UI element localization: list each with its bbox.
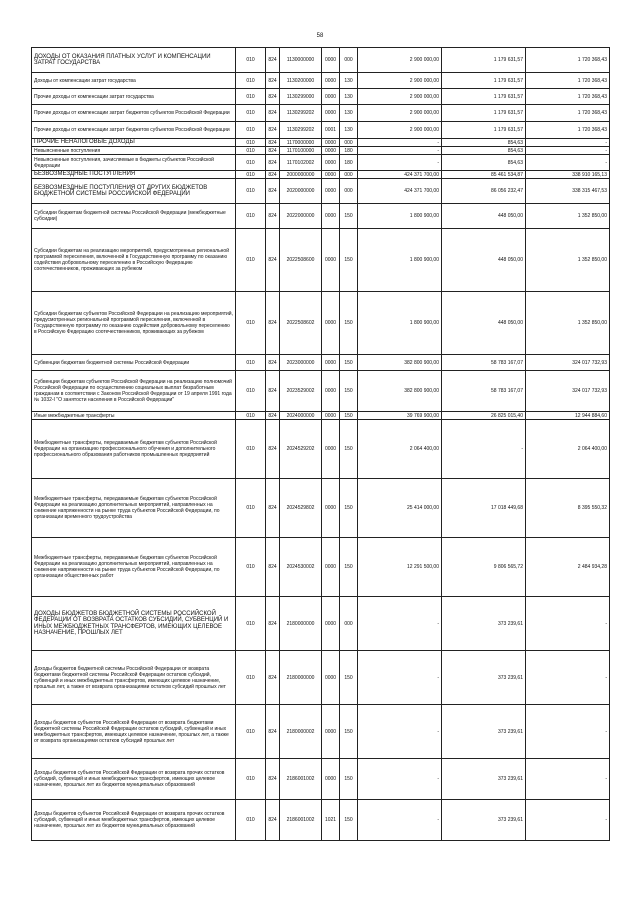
table-cell-code3: 2024529202 bbox=[280, 420, 322, 479]
table-cell-executed: 373 239,61 bbox=[442, 597, 526, 651]
table-cell-code5: 130 bbox=[340, 89, 358, 105]
table-cell-code1: 010 bbox=[236, 147, 266, 155]
table-row bbox=[32, 412, 610, 420]
table-cell-unexecuted: 1 720 368,43 bbox=[526, 105, 610, 122]
table-cell-code3: 2023529002 bbox=[280, 371, 322, 412]
table-cell-code2: 824 bbox=[266, 89, 280, 105]
table-cell-name: Прочие доходы от компенсации затрат бюджетов субъектов Российской Федерации bbox=[32, 105, 236, 122]
table-cell-code2: 824 bbox=[266, 651, 280, 705]
table-cell-unexecuted: - bbox=[526, 155, 610, 171]
table-cell-approved: 424 371 700,00 bbox=[358, 171, 442, 179]
table-cell-code2: 824 bbox=[266, 122, 280, 139]
table-cell-code3: 2022508600 bbox=[280, 229, 322, 292]
table-row bbox=[32, 229, 610, 292]
table-cell-approved: 39 769 900,00 bbox=[358, 412, 442, 420]
table-cell-code4: 0000 bbox=[322, 73, 340, 89]
table-cell-name: Доходы от компенсации затрат государства bbox=[32, 73, 236, 89]
table-cell-executed: 448 050,00 bbox=[442, 292, 526, 355]
table-cell-unexecuted: - bbox=[526, 759, 610, 800]
table-cell-code2: 824 bbox=[266, 139, 280, 147]
table-cell-code1: 010 bbox=[236, 800, 266, 841]
table-cell-code4: 0000 bbox=[322, 171, 340, 179]
table-cell-approved: - bbox=[358, 147, 442, 155]
table-cell-executed: 448 050,00 bbox=[442, 204, 526, 229]
table-cell-approved: 2 900 000,00 bbox=[358, 48, 442, 73]
table-row bbox=[32, 355, 610, 371]
table-row bbox=[32, 122, 610, 139]
table-cell-unexecuted: - bbox=[526, 705, 610, 759]
table-cell-executed: 86 056 232,47 bbox=[442, 179, 526, 204]
table-cell-name: Невыясненные поступления bbox=[32, 147, 236, 155]
page-number: 58 bbox=[316, 33, 324, 39]
table-cell-unexecuted: 1 352 850,00 bbox=[526, 292, 610, 355]
table-cell-code1: 010 bbox=[236, 538, 266, 597]
table-cell-code4: 0001 bbox=[322, 122, 340, 139]
table-cell-code2: 824 bbox=[266, 597, 280, 651]
table-cell-name: Межбюджетные трансферты, передаваемые бюджетам субъектов Российской Федерации на организацию профессионального обучения и дополнительного профессионального образования работников промышленных предприятий bbox=[32, 420, 236, 479]
table-cell-code3: 2024000000 bbox=[280, 412, 322, 420]
table-cell-code5: 150 bbox=[340, 371, 358, 412]
table-cell-code1: 010 bbox=[236, 371, 266, 412]
table-cell-code2: 824 bbox=[266, 371, 280, 412]
table-cell-code3: 2000000000 bbox=[280, 171, 322, 179]
table-cell-code5: 150 bbox=[340, 705, 358, 759]
table-cell-code2: 824 bbox=[266, 105, 280, 122]
table-cell-code5: 150 bbox=[340, 355, 358, 371]
table-cell-executed: 85 461 534,87 bbox=[442, 171, 526, 179]
table-cell-code1: 010 bbox=[236, 122, 266, 139]
table-cell-unexecuted: 1 352 850,00 bbox=[526, 229, 610, 292]
table-cell-code5: 150 bbox=[340, 479, 358, 538]
table-cell-unexecuted: - bbox=[526, 800, 610, 841]
table-cell-executed: 1 179 631,57 bbox=[442, 48, 526, 73]
table-row bbox=[32, 139, 610, 147]
table-row bbox=[32, 538, 610, 597]
table-cell-code5: 150 bbox=[340, 229, 358, 292]
table-cell-code2: 824 bbox=[266, 147, 280, 155]
table-cell-code1: 010 bbox=[236, 705, 266, 759]
table-cell-code5: 150 bbox=[340, 420, 358, 479]
table-cell-code2: 824 bbox=[266, 204, 280, 229]
table-row bbox=[32, 420, 610, 479]
table-cell-code4: 0000 bbox=[322, 705, 340, 759]
table-cell-approved: - bbox=[358, 800, 442, 841]
table-row bbox=[32, 800, 610, 841]
table-cell-approved: - bbox=[358, 759, 442, 800]
table-cell-name: Субвенции бюджетам субъектов Российской Федерации на реализацию полномочий Российской Федерации по осуществлению социальных выплат безработным гражданам в соответствии с Законом Российской Федерации от 19 апреля 1991 года № 1032-I "О занятости населения в Российской Федерации" bbox=[32, 371, 236, 412]
table-cell-code5: 000 bbox=[340, 597, 358, 651]
table-row bbox=[32, 89, 610, 105]
table-cell-code3: 2186001002 bbox=[280, 759, 322, 800]
table-row bbox=[32, 371, 610, 412]
table-cell-name: Межбюджетные трансферты, передаваемые бюджетам субъектов Российской Федерации на реализацию дополнительных мероприятий, направленных на снижение напряженности на рынке труда субъектов Российской Федерации, по организации временного трудоустройства bbox=[32, 479, 236, 538]
table-cell-name: ДОХОДЫ БЮДЖЕТОВ БЮДЖЕТНОЙ СИСТЕМЫ РОССИЙСКОЙ ФЕДЕРАЦИИ ОТ ВОЗВРАТА ОСТАТКОВ СУБСИДИЙ, СУБВЕНЦИЙ И ИНЫХ МЕЖБЮДЖЕТНЫХ ТРАНСФЕРТОВ, ИМЕЮЩИХ ЦЕЛЕВОЕ НАЗНАЧЕНИЕ, ПРОШЛЫХ ЛЕТ bbox=[32, 597, 236, 651]
table-cell-code4: 0000 bbox=[322, 155, 340, 171]
table-cell-approved: - bbox=[358, 139, 442, 147]
table-cell-name: Доходы бюджетов субъектов Российской Федерации от возврата прочих остатков субсидий, субвенций и иных межбюджетных трансфертов, имеющих целевое назначение, прошлых лет из бюджетов муниципальных образований bbox=[32, 800, 236, 841]
table-cell-code5: 000 bbox=[340, 179, 358, 204]
table-cell-executed: 373 239,61 bbox=[442, 759, 526, 800]
table-cell-code4: 0000 bbox=[322, 292, 340, 355]
table-cell-executed: 854,63 bbox=[442, 155, 526, 171]
table-cell-approved: 2 900 000,00 bbox=[358, 89, 442, 105]
table-cell-code5: 180 bbox=[340, 147, 358, 155]
table-cell-executed: 373 239,61 bbox=[442, 651, 526, 705]
table-cell-approved: - bbox=[358, 651, 442, 705]
table-cell-code5: 150 bbox=[340, 292, 358, 355]
table-cell-approved: 25 414 000,00 bbox=[358, 479, 442, 538]
table-cell-code4: 0000 bbox=[322, 597, 340, 651]
table-cell-name: Иные межбюджетные трансферты bbox=[32, 412, 236, 420]
table-cell-approved: - bbox=[358, 155, 442, 171]
table-cell-approved: 1 800 900,00 bbox=[358, 292, 442, 355]
table-row bbox=[32, 759, 610, 800]
table-cell-code3: 2020000000 bbox=[280, 179, 322, 204]
table-cell-code3: 1170100000 bbox=[280, 147, 322, 155]
table-cell-approved: 382 800 900,00 bbox=[358, 355, 442, 371]
table-cell-code1: 010 bbox=[236, 171, 266, 179]
table-cell-code2: 824 bbox=[266, 292, 280, 355]
table-cell-code4: 0000 bbox=[322, 420, 340, 479]
table-row bbox=[32, 705, 610, 759]
table-cell-code1: 010 bbox=[236, 139, 266, 147]
table-cell-executed: 448 050,00 bbox=[442, 229, 526, 292]
table-cell-code5: 150 bbox=[340, 538, 358, 597]
table-cell-unexecuted: - bbox=[526, 139, 610, 147]
table-cell-unexecuted: 1 720 368,43 bbox=[526, 48, 610, 73]
table-cell-code2: 824 bbox=[266, 412, 280, 420]
table-row bbox=[32, 171, 610, 179]
table-cell-code4: 0000 bbox=[322, 538, 340, 597]
table-cell-code4: 0000 bbox=[322, 479, 340, 538]
table-cell-code4: 0000 bbox=[322, 651, 340, 705]
table-cell-executed: 1 179 631,57 bbox=[442, 89, 526, 105]
table-cell-name: Межбюджетные трансферты, передаваемые бюджетам субъектов Российской Федерации на реализацию дополнительных мероприятий, направленных на снижение напряженности на рынке труда субъектов Российской Федерации, по организации общественных работ bbox=[32, 538, 236, 597]
table-cell-unexecuted: 8 395 550,32 bbox=[526, 479, 610, 538]
table-row bbox=[32, 597, 610, 651]
table-cell-name: Прочие доходы от компенсации затрат бюджетов субъектов Российской Федерации bbox=[32, 122, 236, 139]
table-cell-code5: 130 bbox=[340, 105, 358, 122]
table-cell-code5: 000 bbox=[340, 171, 358, 179]
table-cell-code5: 150 bbox=[340, 651, 358, 705]
table-cell-code4: 0000 bbox=[322, 204, 340, 229]
table-row bbox=[32, 155, 610, 171]
table-cell-code3: 1130000000 bbox=[280, 48, 322, 73]
table-cell-approved: 2 064 400,00 bbox=[358, 420, 442, 479]
table-cell-code1: 010 bbox=[236, 89, 266, 105]
table-row bbox=[32, 292, 610, 355]
table-cell-code4: 0000 bbox=[322, 139, 340, 147]
table-cell-code1: 010 bbox=[236, 229, 266, 292]
table-cell-code5: 130 bbox=[340, 122, 358, 139]
table-cell-approved: - bbox=[358, 705, 442, 759]
table-cell-unexecuted: 2 064 400,00 bbox=[526, 420, 610, 479]
table-cell-executed: - bbox=[442, 420, 526, 479]
table-cell-name: Доходы бюджетов субъектов Российской Федерации от возврата прочих остатков субсидий, субвенций и иных межбюджетных трансфертов, имеющих целевое назначение, прошлых лет из бюджетов муниципальных образований bbox=[32, 759, 236, 800]
table-cell-code2: 824 bbox=[266, 705, 280, 759]
table-cell-executed: 17 018 449,68 bbox=[442, 479, 526, 538]
table-cell-code1: 010 bbox=[236, 651, 266, 705]
table-cell-executed: 58 783 167,07 bbox=[442, 355, 526, 371]
table-cell-code3: 1130299000 bbox=[280, 89, 322, 105]
table-row bbox=[32, 479, 610, 538]
table-cell-unexecuted: - bbox=[526, 651, 610, 705]
table-cell-executed: 373 239,61 bbox=[442, 705, 526, 759]
table-cell-code3: 1130200000 bbox=[280, 73, 322, 89]
table-cell-code4: 0000 bbox=[322, 759, 340, 800]
table-cell-unexecuted: 12 944 884,60 bbox=[526, 412, 610, 420]
table-cell-code4: 0000 bbox=[322, 48, 340, 73]
table-cell-code2: 824 bbox=[266, 538, 280, 597]
table-cell-code3: 1130299202 bbox=[280, 105, 322, 122]
table-cell-name: БЕЗВОЗМЕЗДНЫЕ ПОСТУПЛЕНИЯ bbox=[32, 171, 236, 179]
table-cell-code5: 150 bbox=[340, 800, 358, 841]
table-cell-code2: 824 bbox=[266, 155, 280, 171]
table-cell-code1: 010 bbox=[236, 759, 266, 800]
table-cell-executed: 9 806 565,72 bbox=[442, 538, 526, 597]
table-cell-code4: 0000 bbox=[322, 89, 340, 105]
table-cell-approved: - bbox=[358, 597, 442, 651]
table-cell-unexecuted: - bbox=[526, 597, 610, 651]
table-cell-code1: 010 bbox=[236, 420, 266, 479]
table-cell-code4: 0000 bbox=[322, 147, 340, 155]
table-cell-code1: 010 bbox=[236, 105, 266, 122]
table-cell-code3: 2186001002 bbox=[280, 800, 322, 841]
table-cell-code3: 2180000000 bbox=[280, 651, 322, 705]
table-cell-unexecuted: 324 017 732,93 bbox=[526, 371, 610, 412]
table-cell-executed: 854,63 bbox=[442, 147, 526, 155]
table-cell-executed: 854,63 bbox=[442, 139, 526, 147]
table-row bbox=[32, 651, 610, 705]
table-cell-approved: 2 900 000,00 bbox=[358, 105, 442, 122]
table-cell-executed: 373 239,61 bbox=[442, 800, 526, 841]
table-cell-executed: 1 179 631,57 bbox=[442, 105, 526, 122]
table-cell-unexecuted: 338 910 165,13 bbox=[526, 171, 610, 179]
table-cell-code4: 0000 bbox=[322, 355, 340, 371]
table-cell-code3: 2022508602 bbox=[280, 292, 322, 355]
table-cell-code3: 1130299202 bbox=[280, 122, 322, 139]
table-cell-name: Субсидии бюджетам бюджетной системы Российской Федерации (межбюджетные субсидии) bbox=[32, 204, 236, 229]
table-cell-unexecuted: 1 720 368,43 bbox=[526, 122, 610, 139]
table-row bbox=[32, 48, 610, 73]
table-cell-name: Невыясненные поступления, зачисляемые в бюджеты субъектов Российской Федерации bbox=[32, 155, 236, 171]
table-cell-code4: 0000 bbox=[322, 105, 340, 122]
table-row bbox=[32, 204, 610, 229]
table-cell-code1: 010 bbox=[236, 73, 266, 89]
table-cell-name: Субсидии бюджетам субъектов Российской Федерации на реализацию мероприятий, предусмотренных региональной программой переселения, включенной в Государственную программу по оказанию содействия добровольному переселению в Российскую Федерацию соотечественников, проживающих за рубежом bbox=[32, 292, 236, 355]
table-cell-code2: 824 bbox=[266, 759, 280, 800]
table-cell-approved: 2 900 000,00 bbox=[358, 122, 442, 139]
table-cell-name: Субвенции бюджетам бюджетной системы Российской Федерации bbox=[32, 355, 236, 371]
table-row bbox=[32, 147, 610, 155]
table-cell-name: Субсидии бюджетам на реализацию мероприятий, предусмотренных региональной программой переселения, включенной в Государственную программу по оказанию содействия добровольному переселению в Российскую Федерацию соотечественников, проживающих за рубежом bbox=[32, 229, 236, 292]
table-cell-name: БЕЗВОЗМЕЗДНЫЕ ПОСТУПЛЕНИЯ ОТ ДРУГИХ БЮДЖЕТОВ БЮДЖЕТНОЙ СИСТЕМЫ РОССИЙСКОЙ ФЕДЕРАЦИИ bbox=[32, 179, 236, 204]
table-cell-code5: 150 bbox=[340, 412, 358, 420]
table-cell-approved: 12 291 500,00 bbox=[358, 538, 442, 597]
table-cell-code5: 150 bbox=[340, 204, 358, 229]
table-cell-unexecuted: 1 720 368,43 bbox=[526, 73, 610, 89]
table-row bbox=[32, 179, 610, 204]
table-cell-unexecuted: 324 017 732,93 bbox=[526, 355, 610, 371]
table-cell-code5: 000 bbox=[340, 48, 358, 73]
table-cell-name: Доходы бюджетов бюджетной системы Российской Федерации от возврата бюджетами бюджетной системы Российской Федерации остатков субсидий, субвенций и иных межбюджетных трансфертов, имеющих целевое назначение, прошлых лет, а также от возврата организациями остатков субсидий прошлых лет bbox=[32, 651, 236, 705]
table-cell-code1: 010 bbox=[236, 155, 266, 171]
table-cell-code2: 824 bbox=[266, 800, 280, 841]
table-cell-code2: 824 bbox=[266, 229, 280, 292]
table-cell-unexecuted: - bbox=[526, 147, 610, 155]
table-cell-executed: 26 825 015,40 bbox=[442, 412, 526, 420]
table-cell-name: Доходы бюджетов субъектов Российской Федерации от возврата бюджетами бюджетной системы Российской Федерации остатков субсидий, субвенций и иных межбюджетных трансфертов, имеющих целевое назначение, прошлых лет, а также от возврата организациями остатков субсидий прошлых лет bbox=[32, 705, 236, 759]
table-cell-code1: 010 bbox=[236, 597, 266, 651]
table-cell-code3: 2023000000 bbox=[280, 355, 322, 371]
table-cell-code1: 010 bbox=[236, 179, 266, 204]
table-cell-approved: 382 800 900,00 bbox=[358, 371, 442, 412]
table-cell-unexecuted: 1 352 850,00 bbox=[526, 204, 610, 229]
table-cell-name: ПРОЧИЕ НЕНАЛОГОВЫЕ ДОХОДЫ bbox=[32, 139, 236, 147]
table-cell-code2: 824 bbox=[266, 479, 280, 538]
table-cell-approved: 1 800 900,00 bbox=[358, 229, 442, 292]
table-cell-code5: 180 bbox=[340, 155, 358, 171]
table-cell-code2: 824 bbox=[266, 171, 280, 179]
table-cell-executed: 58 783 167,07 bbox=[442, 371, 526, 412]
table-cell-code3: 1170000000 bbox=[280, 139, 322, 147]
table-cell-code3: 1170102002 bbox=[280, 155, 322, 171]
table-cell-approved: 1 800 900,00 bbox=[358, 204, 442, 229]
table-cell-code3: 2180000002 bbox=[280, 705, 322, 759]
table-cell-code3: 2024530002 bbox=[280, 538, 322, 597]
table-cell-code5: 000 bbox=[340, 139, 358, 147]
table-cell-approved: 424 371 700,00 bbox=[358, 179, 442, 204]
table-cell-code2: 824 bbox=[266, 355, 280, 371]
table-cell-executed: 1 179 631,57 bbox=[442, 122, 526, 139]
table-cell-name: Прочие доходы от компенсации затрат государства bbox=[32, 89, 236, 105]
table-cell-code4: 1021 bbox=[322, 800, 340, 841]
table-cell-code2: 824 bbox=[266, 48, 280, 73]
table-cell-executed: 1 179 631,57 bbox=[442, 73, 526, 89]
table-cell-code4: 0000 bbox=[322, 229, 340, 292]
table-cell-code4: 0000 bbox=[322, 371, 340, 412]
table-cell-code1: 010 bbox=[236, 355, 266, 371]
table-cell-code3: 2024529802 bbox=[280, 479, 322, 538]
table-cell-code3: 2180000000 bbox=[280, 597, 322, 651]
table-cell-unexecuted: 1 720 368,43 bbox=[526, 89, 610, 105]
table-cell-code1: 010 bbox=[236, 48, 266, 73]
table-cell-unexecuted: 2 484 934,28 bbox=[526, 538, 610, 597]
table-cell-code4: 0000 bbox=[322, 412, 340, 420]
table-cell-code1: 010 bbox=[236, 479, 266, 538]
table-cell-code4: 0000 bbox=[322, 179, 340, 204]
budget-income-table bbox=[31, 47, 610, 841]
table-cell-code2: 824 bbox=[266, 179, 280, 204]
table-cell-code1: 010 bbox=[236, 412, 266, 420]
table-cell-code5: 130 bbox=[340, 73, 358, 89]
table-cell-code5: 150 bbox=[340, 759, 358, 800]
table-cell-unexecuted: 338 315 467,53 bbox=[526, 179, 610, 204]
table-cell-approved: 2 900 000,00 bbox=[358, 73, 442, 89]
table-cell-code1: 010 bbox=[236, 292, 266, 355]
table-cell-name: ДОХОДЫ ОТ ОКАЗАНИЯ ПЛАТНЫХ УСЛУГ И КОМПЕНСАЦИИ ЗАТРАТ ГОСУДАРСТВА bbox=[32, 48, 236, 73]
table-row bbox=[32, 73, 610, 89]
table-cell-code2: 824 bbox=[266, 73, 280, 89]
table-row bbox=[32, 105, 610, 122]
table-cell-code1: 010 bbox=[236, 204, 266, 229]
table-cell-code2: 824 bbox=[266, 420, 280, 479]
table-cell-code3: 2022000000 bbox=[280, 204, 322, 229]
